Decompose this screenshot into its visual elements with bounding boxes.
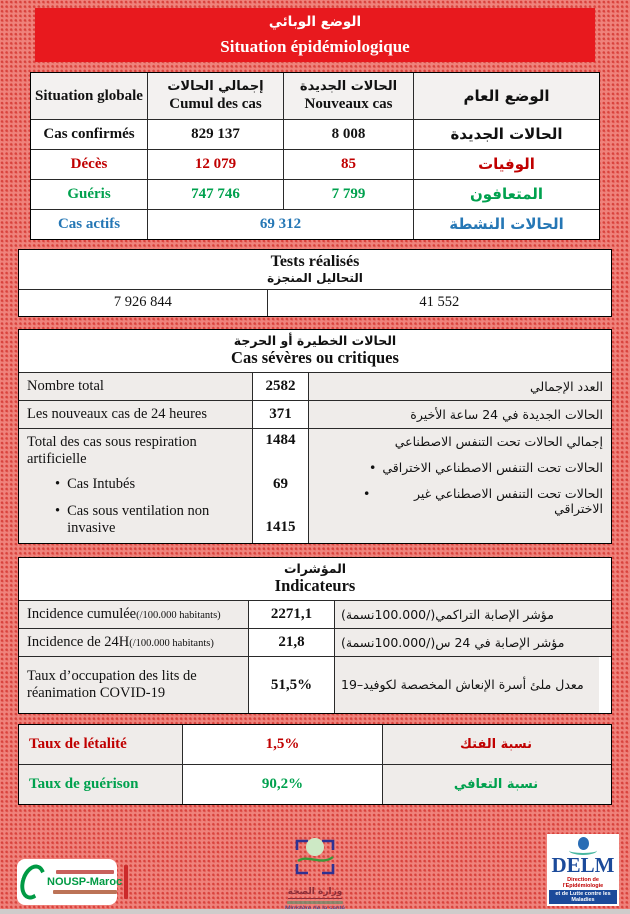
indicators-title-arabic: المؤشرات — [283, 561, 347, 576]
noninvasive-label-arabic: الحالات تحت التنفس الاصطناعي غير الاختراقي — [414, 486, 603, 516]
severe-title-french: Cas sévères ou critiques — [231, 348, 399, 367]
tests-cumulative-value: 7 926 844 — [19, 290, 268, 316]
label-small: (/100.000 habitants) — [129, 637, 214, 649]
ministry-name-arabic: وزارة الصحة — [287, 887, 343, 897]
summary-header-general-arabic: الوضع العام — [414, 73, 599, 120]
tests-title-arabic: التحاليل المنجزة — [267, 271, 363, 285]
severe-total-label: Nombre total — [19, 373, 253, 400]
cumulative-incidence-label — [19, 601, 249, 628]
tests-values-row — [19, 290, 611, 316]
tests-title — [19, 250, 611, 290]
severe-total-label-arabic: العدد الإجمالي — [309, 373, 611, 400]
label-main: Incidence de 24H — [27, 633, 130, 650]
summary-header-cumul — [148, 73, 284, 120]
indicators-panel — [18, 557, 612, 714]
bottom-gray-strip — [0, 909, 630, 914]
summary-table — [30, 72, 600, 240]
recovered-cumulative-value: 747 746 — [148, 180, 284, 210]
intubated-value: 69 — [273, 476, 288, 492]
fatality-rate-row — [19, 725, 611, 765]
recovered-label-arabic: المتعافون — [414, 180, 599, 210]
ventilation-labels-arabic — [309, 429, 611, 543]
icu-occupancy-value: 51,5% — [249, 657, 335, 713]
icu-occupancy-row — [19, 657, 611, 713]
confirmed-label-arabic: الحالات الجديدة — [414, 120, 599, 150]
icu-occupancy-label-arabic: معدل ملئ أسرة الإنعاش المخصصة لكوفيد–19 — [335, 657, 599, 713]
tests-title-french: Tests réalisés — [270, 253, 360, 270]
deaths-cumulative-value: 12 079 — [148, 150, 284, 180]
ventilation-total-value: 1484 — [265, 432, 296, 448]
icu-occupancy-label: Taux d’occupation des lits de réanimation COVID-19 — [19, 657, 249, 713]
recovery-rate-label-arabic: نسبة التعافي — [383, 765, 611, 804]
nousp-small-text-bar — [53, 890, 117, 894]
recovery-rate-row — [19, 765, 611, 804]
recovered-new-value: 7 799 — [284, 180, 414, 210]
delm-logo-label: DELM — [551, 853, 615, 877]
severe-title — [19, 330, 611, 373]
recovery-rate-label: Taux de guérison — [19, 765, 183, 804]
fatality-rate-label: Taux de létalité — [19, 725, 183, 764]
cumulative-incidence-value: 2271,1 — [249, 601, 335, 628]
delm-subtitle-line1: Direction de l'Epidémiologie — [562, 877, 604, 889]
tests-new-value: 41 552 — [419, 294, 460, 310]
bullet-glyph: • — [368, 460, 377, 475]
label-small: (/100.000 habitants) — [136, 609, 221, 621]
severe-new24h-value: 371 — [253, 401, 309, 428]
intubated-label-arabic: الحالات تحت التنفس الاصطناعي الاختراقي — [382, 460, 603, 475]
ventilation-total-label-arabic: إجمالي الحالات تحت التنفس الاصطناعي — [394, 434, 603, 449]
nousp-small-text-bar — [56, 870, 114, 874]
nousp-red-bar — [124, 865, 128, 899]
recovery-rate-value: 90,2% — [183, 765, 383, 804]
active-cases-label: Cas actifs — [31, 210, 148, 239]
cumulative-incidence-label-text — [27, 606, 221, 623]
severe-cases-panel — [18, 329, 612, 544]
confirmed-cumulative-value: 829 137 — [148, 120, 284, 150]
incidence-24h-label-arabic: مؤشر الإصابة في 24 س(/100.000نسمة) — [335, 629, 611, 656]
ministry-logo-emblem-icon — [289, 834, 341, 876]
ventilation-labels-french — [19, 429, 253, 543]
nousp-logo-label: NOUSP-Maroc — [47, 876, 123, 888]
severe-total-value: 2582 — [253, 373, 309, 400]
summary-header-situation: Situation globale — [31, 73, 148, 120]
severe-new24h-row — [19, 401, 611, 429]
severe-title-arabic: الحالات الخطيرة أو الحرجة — [233, 333, 397, 348]
summary-header-cumul-arabic: إجمالي الحالات — [167, 78, 264, 94]
report-title-french: Situation épidémiologique — [220, 36, 410, 56]
severe-total-row — [19, 373, 611, 401]
cumulative-incidence-label-arabic: مؤشر الإصابة التراكمي(/100.000نسمة) — [335, 601, 611, 628]
bullet-glyph: • — [55, 476, 61, 492]
noninvasive-label-line-arabic — [363, 486, 603, 516]
fatality-rate-label-arabic: نسبة الفتك — [383, 725, 611, 764]
severe-new24h-label: Les nouveaux cas de 24 heures — [19, 401, 253, 428]
indicators-title-french: Indicateurs — [274, 576, 356, 595]
ventilation-row — [19, 429, 611, 543]
noninvasive-label-line — [55, 503, 246, 537]
confirmed-new-value: 8 008 — [284, 120, 414, 150]
intubated-label: Cas Intubés — [67, 476, 136, 492]
incidence-24h-label-text — [27, 634, 214, 651]
report-header-band — [35, 8, 595, 62]
report-title-arabic: الوضع الوبائي — [268, 13, 362, 30]
deaths-label-arabic: الوفيات — [414, 150, 599, 180]
ministry-tifinagh-text-bar — [287, 901, 343, 904]
confirmed-label: Cas confirmés — [31, 120, 148, 150]
noninvasive-label: Cas sous ventilation non invasive — [67, 503, 210, 536]
ventilation-total-label: Total des cas sous respiration artificielle — [27, 434, 197, 467]
active-cases-value: 69 312 — [148, 210, 414, 239]
recovered-label: Guéris — [31, 180, 148, 210]
indicators-title — [19, 558, 611, 601]
summary-header-cumul-french: Cumul des cas — [169, 95, 262, 112]
cumulative-incidence-row — [19, 601, 611, 629]
summary-header-nouveaux-arabic: الحالات الجديدة — [299, 78, 398, 94]
severe-new24h-label-arabic: الحالات الجديدة في 24 ساعة الأخيرة — [309, 401, 611, 428]
delm-subtitle-line2: et de Lutte contre les Maladies — [549, 890, 617, 904]
incidence-24h-value: 21,8 — [249, 629, 335, 656]
bullet-glyph: • — [363, 486, 371, 501]
label-main: Incidence cumulée — [27, 605, 137, 622]
fatality-rate-value: 1,5% — [183, 725, 383, 764]
intubated-label-line-arabic — [369, 460, 603, 475]
incidence-24h-label — [19, 629, 249, 656]
summary-header-nouveaux — [284, 73, 414, 120]
crescent-icon — [16, 861, 50, 903]
delm-logo — [547, 834, 619, 906]
nousp-maroc-logo — [17, 859, 123, 905]
noninvasive-value: 1415 — [265, 519, 296, 535]
incidence-24h-row — [19, 629, 611, 657]
deaths-label: Décès — [31, 150, 148, 180]
intubated-label-line — [55, 476, 135, 493]
rates-panel — [18, 724, 612, 805]
ministry-of-health-logo — [275, 834, 355, 912]
ventilation-values — [253, 429, 309, 543]
summary-header-nouveaux-french: Nouveaux cas — [304, 95, 393, 112]
tests-panel — [18, 249, 612, 317]
nousp-logo-text-block — [47, 870, 122, 894]
deaths-new-value: 85 — [284, 150, 414, 180]
bullet-glyph: • — [55, 503, 61, 519]
active-cases-label-arabic: الحالات النشطة — [449, 215, 564, 234]
